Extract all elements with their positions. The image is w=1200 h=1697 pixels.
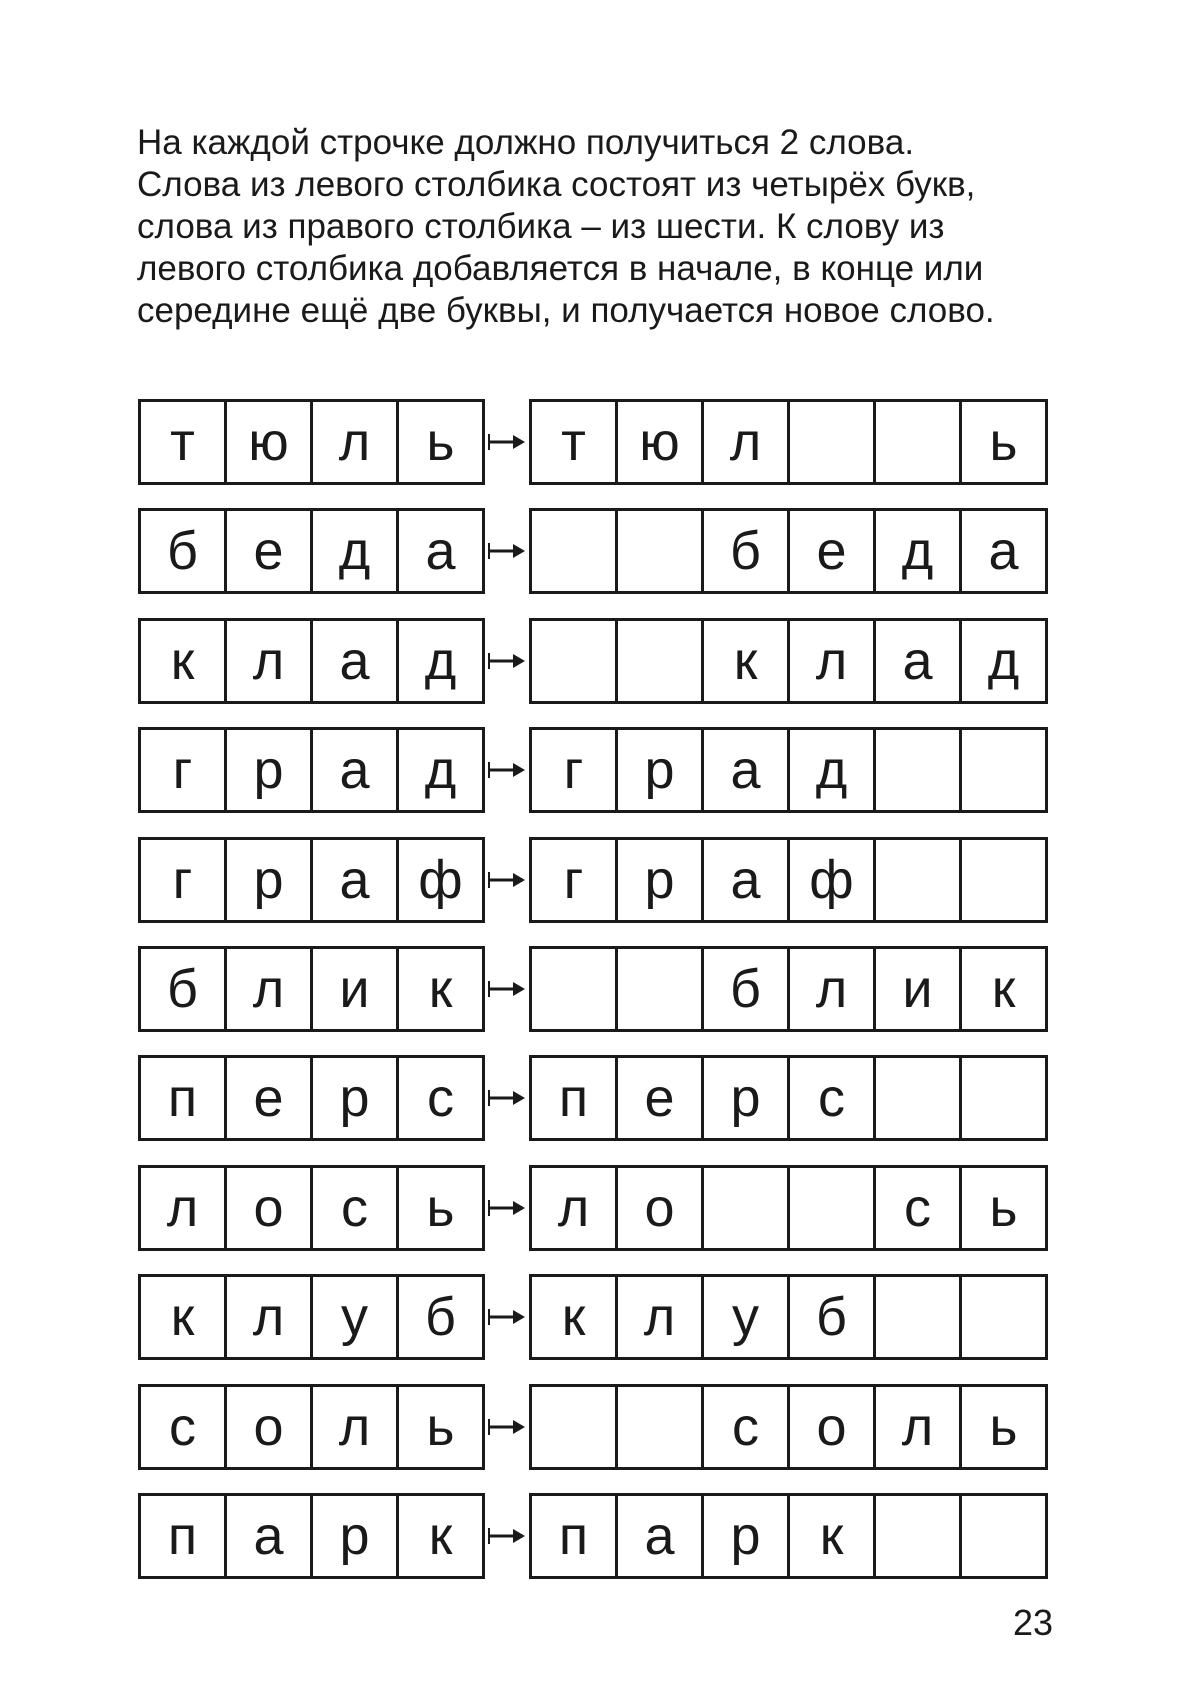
letter-cell: а (310, 621, 396, 701)
letter-cell: ь (396, 1168, 482, 1248)
letter-cell: у (310, 1277, 396, 1357)
letter-cell[interactable]: р (615, 840, 701, 920)
letter-cell: д (396, 621, 482, 701)
right-word (529, 399, 1048, 485)
letter-cell: т (170, 412, 195, 472)
letter-cell[interactable] (615, 511, 701, 591)
letter-cell[interactable]: л (701, 402, 787, 482)
puzzle-row (138, 943, 1048, 1035)
letter-cell[interactable]: а (701, 730, 787, 810)
letter-cell[interactable]: ю (615, 402, 701, 482)
puzzle-row (138, 1490, 1048, 1582)
letter-cell[interactable] (532, 949, 615, 1029)
letter-cell: а (396, 511, 482, 591)
right-word (529, 1493, 1048, 1579)
letter-cell: д (310, 511, 396, 591)
arrow-right-icon (485, 618, 529, 704)
letter-cell: с (310, 1168, 396, 1248)
page-number: 23 (1012, 1602, 1053, 1643)
left-word (138, 1055, 485, 1141)
letter-cell: а (310, 840, 396, 920)
letter-cell: ь (396, 1387, 482, 1467)
letter-cell: ф (396, 840, 482, 920)
letter-cell: с (169, 1396, 196, 1457)
letter-cell[interactable]: р (701, 1058, 787, 1138)
left-word (138, 508, 485, 594)
arrow-right-icon (485, 399, 529, 485)
letter-cell: к (170, 630, 195, 691)
letter-cell[interactable]: с (873, 1168, 959, 1248)
instructions-line: левого столбика добавляется в начале, в конце или (137, 249, 984, 288)
letter-cell: л (310, 402, 396, 482)
letter-cell[interactable] (873, 1058, 959, 1138)
arrow-right-icon (485, 727, 529, 813)
letter-cell[interactable]: е (787, 511, 873, 591)
left-word (138, 946, 485, 1032)
letter-cell: а (224, 1496, 310, 1576)
letter-cell[interactable] (615, 1387, 701, 1467)
letter-cell[interactable] (873, 1277, 959, 1357)
letter-cell[interactable] (615, 949, 701, 1029)
puzzle-row (138, 724, 1048, 816)
left-word (138, 1384, 485, 1470)
instructions-line: середине ещё две буквы, и получается новое слово. (137, 291, 995, 330)
letter-cell: к (170, 1287, 195, 1348)
instructions-line: На каждой строчке должно получиться 2 слова. (137, 123, 915, 162)
left-word (138, 727, 485, 813)
letter-cell[interactable]: ь (959, 402, 1045, 482)
letter-cell[interactable]: г (563, 849, 584, 910)
letter-cell[interactable]: а (615, 1496, 701, 1576)
right-word (529, 946, 1048, 1032)
left-word (138, 837, 485, 923)
letter-cell[interactable]: к (701, 621, 787, 701)
letter-cell[interactable] (959, 1496, 1045, 1576)
letter-cell: и (310, 949, 396, 1029)
right-word (529, 1165, 1048, 1251)
letter-cell[interactable] (873, 402, 959, 482)
instructions-line: слова из правого столбика – из шести. К слову из (137, 207, 945, 246)
letter-cell[interactable]: с (787, 1058, 873, 1138)
letter-cell: л (166, 1177, 199, 1238)
letter-cell[interactable]: к (787, 1496, 873, 1576)
puzzle-row (138, 1271, 1048, 1363)
letter-cell[interactable]: ь (959, 1168, 1045, 1248)
letter-cell[interactable]: л (615, 1277, 701, 1357)
letter-cell[interactable] (873, 1496, 959, 1576)
letter-cell[interactable]: к (561, 1287, 586, 1348)
letter-cell: р (224, 840, 310, 920)
letter-cell: б (167, 958, 198, 1019)
right-word (529, 618, 1048, 704)
letter-cell[interactable] (532, 1387, 615, 1467)
left-word (138, 1165, 485, 1251)
letter-cell[interactable]: к (959, 949, 1045, 1029)
letter-cell: е (224, 511, 310, 591)
letter-cell[interactable]: и (873, 949, 959, 1029)
letter-cell: л (310, 1387, 396, 1467)
letter-cell: л (224, 1277, 310, 1357)
letter-cell[interactable]: а (701, 840, 787, 920)
letter-cell: л (224, 949, 310, 1029)
letter-cell[interactable]: о (787, 1387, 873, 1467)
arrow-right-icon (485, 508, 529, 594)
puzzle-row (138, 505, 1048, 597)
puzzle-row (138, 1162, 1048, 1254)
letter-cell[interactable]: л (787, 621, 873, 701)
letter-cell[interactable]: б (701, 511, 787, 591)
letter-cell: к (396, 1496, 482, 1576)
letter-cell: р (310, 1058, 396, 1138)
letter-cell[interactable] (959, 730, 1045, 810)
letter-cell: п (167, 1505, 198, 1566)
right-word (529, 1384, 1048, 1470)
letter-cell[interactable]: д (873, 511, 959, 591)
right-word (529, 1055, 1048, 1141)
instructions-text (137, 122, 1061, 332)
letter-cell[interactable]: р (615, 730, 701, 810)
arrow-right-icon (485, 946, 529, 1032)
arrow-right-icon (485, 1165, 529, 1251)
letter-cell: ь (396, 402, 482, 482)
letter-cell[interactable]: д (959, 621, 1045, 701)
letter-cell[interactable] (873, 730, 959, 810)
letter-cell[interactable]: у (701, 1277, 787, 1357)
left-word (138, 618, 485, 704)
puzzle-row (138, 1052, 1048, 1144)
letter-cell[interactable]: ь (959, 1387, 1045, 1467)
letter-cell: о (224, 1168, 310, 1248)
arrow-right-icon (485, 837, 529, 923)
letter-cell[interactable] (959, 1058, 1045, 1138)
letter-cell[interactable] (532, 621, 615, 701)
letter-cell[interactable]: о (615, 1168, 701, 1248)
letter-cell[interactable] (873, 840, 959, 920)
letter-cell[interactable]: п (558, 1068, 589, 1129)
letter-cell[interactable]: р (701, 1496, 787, 1576)
letter-cell[interactable] (615, 621, 701, 701)
letter-cell: п (167, 1068, 198, 1129)
left-word (138, 399, 485, 485)
letter-cell[interactable] (959, 840, 1045, 920)
letter-cell: р (224, 730, 310, 810)
letter-cell[interactable]: д (787, 730, 873, 810)
right-word (529, 837, 1048, 923)
letter-cell[interactable]: п (558, 1505, 589, 1566)
letter-cell: б (396, 1277, 482, 1357)
letter-cell[interactable]: б (787, 1277, 873, 1357)
letter-cell: с (396, 1058, 482, 1138)
arrow-right-icon (485, 1384, 529, 1470)
letter-cell[interactable] (959, 1277, 1045, 1357)
letter-cell[interactable]: а (959, 511, 1045, 591)
right-word (529, 508, 1048, 594)
letter-cell: а (310, 730, 396, 810)
puzzle-row (138, 396, 1048, 488)
right-word (529, 727, 1048, 813)
letter-cell[interactable]: л (557, 1177, 590, 1238)
word-puzzle-grid (138, 396, 1048, 1599)
letter-cell[interactable] (787, 402, 873, 482)
left-word (138, 1274, 485, 1360)
letter-cell[interactable]: т (561, 412, 586, 472)
letter-cell: о (224, 1387, 310, 1467)
arrow-right-icon (485, 1493, 529, 1579)
letter-cell[interactable]: е (615, 1058, 701, 1138)
arrow-right-icon (485, 1274, 529, 1360)
letter-cell: л (224, 621, 310, 701)
letter-cell[interactable]: с (701, 1387, 787, 1467)
letter-cell[interactable] (787, 1168, 873, 1248)
letter-cell: ю (224, 402, 310, 482)
letter-cell: р (310, 1496, 396, 1576)
letter-cell[interactable]: б (701, 949, 787, 1029)
letter-cell: к (396, 949, 482, 1029)
right-word (529, 1274, 1048, 1360)
puzzle-row (138, 834, 1048, 926)
puzzle-row (138, 615, 1048, 707)
instructions-line: Слова из левого столбика состоят из четырёх букв, (137, 165, 976, 204)
left-word (138, 1493, 485, 1579)
letter-cell[interactable] (532, 511, 615, 591)
letter-cell[interactable]: а (873, 621, 959, 701)
letter-cell: г (172, 849, 193, 910)
letter-cell[interactable]: г (563, 740, 584, 801)
puzzle-row (138, 1381, 1048, 1473)
letter-cell[interactable]: ф (787, 840, 873, 920)
arrow-right-icon (485, 1055, 529, 1141)
letter-cell: б (167, 521, 198, 582)
letter-cell: д (396, 730, 482, 810)
letter-cell: е (224, 1058, 310, 1138)
letter-cell[interactable]: л (873, 1387, 959, 1467)
letter-cell[interactable] (701, 1168, 787, 1248)
letter-cell: г (172, 740, 193, 801)
letter-cell[interactable]: л (787, 949, 873, 1029)
